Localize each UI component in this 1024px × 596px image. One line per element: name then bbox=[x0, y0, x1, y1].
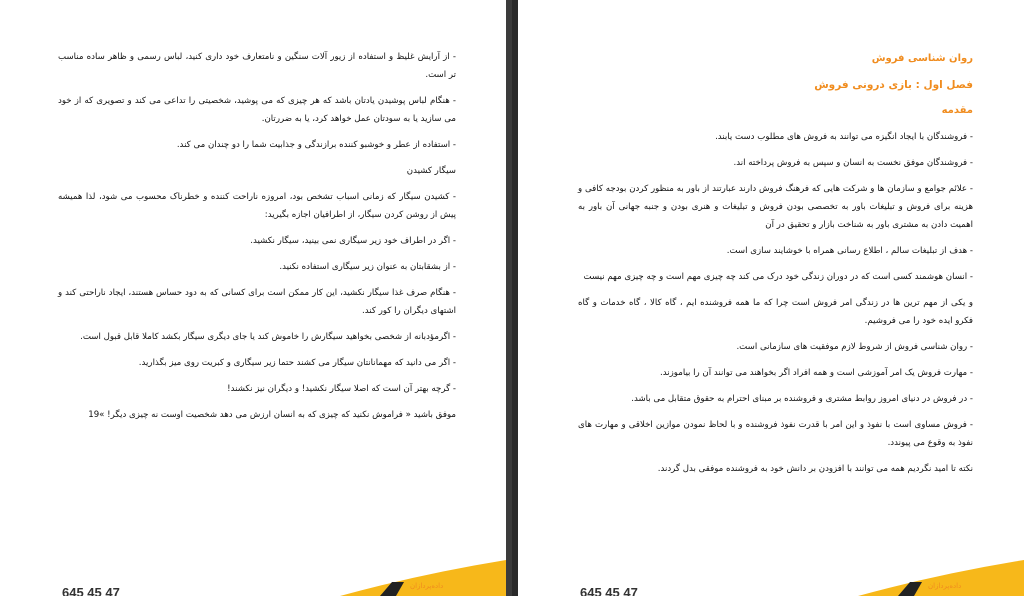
left-paragraph: - از بشقابتان به عنوان زیر سیگاری استفاده نکنید. bbox=[279, 262, 456, 272]
left-paragraph: - هنگام صرف غذا سیگار نکشید، این کار ممکن است برای کسانی که به دود حساس هستند، ایجاد ناراحتی کند و اشتهای دیگران را کور کند. bbox=[58, 288, 456, 316]
left-paragraph: - هنگام لباس پوشیدن یادتان باشد که هر چیزی که می پوشید، شخصیتی را تداعی می کند و تصویری که از خود می سازید یا به سودتان عمل خواهد کرد، یا به ضررتان. bbox=[58, 96, 456, 124]
page-title: روان شناسی فروش bbox=[871, 53, 973, 64]
footer-phone: 645 45 47 bbox=[580, 585, 638, 596]
left-page-body bbox=[58, 48, 456, 432]
right-paragraph: و یکی از مهم ترین ها در زندگی امر فروش است چرا که ما همه فروشنده ایم ، گاه کالا ، گاه خدمات و گاه فکرو ایده خود را می فروشیم. bbox=[578, 298, 973, 326]
section-heading-smoking: سیگار کشیدن bbox=[406, 166, 456, 176]
footer-decoration bbox=[0, 556, 506, 596]
right-paragraph: - هدف از تبلیغات سالم ، اطلاع رسانی همراه با خوشایند سازی است. bbox=[726, 246, 973, 256]
right-paragraph: - انسان هوشمند کسی است که در دوران زندگی خود درک می کند چه چیزی مهم است و چه چیزی مهم نیست bbox=[583, 272, 973, 282]
left-paragraph: - از آرایش غلیظ و استفاده از زیور آلات سنگین و نامتعارف خود داری کنید، لباس رسمی و ظاهر ساده مناسب تر است. bbox=[58, 52, 456, 80]
right-paragraph: - فروشندگان با ایجاد انگیزه می توانند به فروش های مطلوب دست یابند. bbox=[715, 132, 973, 142]
left-paragraph: - کشیدن سیگار که زمانی اسباب تشخص بود، امروزه ناراحت کننده و خطرناک محسوب می شود، لذا همیشه پیش از روشن کردن سیگار، از اطرافیان اجازه بگیرید: bbox=[58, 192, 456, 220]
right-paragraph: - مهارت فروش یک امر آموزشی است و همه افراد اگر بخواهند می توانند آن را بیاموزند. bbox=[660, 368, 973, 378]
footer-decoration bbox=[518, 556, 1024, 596]
document-page-left bbox=[0, 0, 506, 596]
chapter-heading: فصل اول : بازی درونی فروش bbox=[814, 79, 973, 91]
footer-brand: داده‌پردازان bbox=[410, 582, 444, 590]
left-paragraph: - اگر در اطراف خود زیر سیگاری نمی بینید، سیگار نکشید. bbox=[250, 236, 456, 246]
right-paragraph: - فروش مساوی است با نفوذ و این امر با قدرت نفوذ فروشنده و با لحاظ نمودن موازین اخلاقی و مهارت های نفوذ به وقوع می پیوندد. bbox=[578, 420, 973, 448]
right-page-body bbox=[578, 50, 973, 486]
footer-phone: 645 45 47 bbox=[62, 585, 120, 596]
intro-heading: مقدمه bbox=[941, 105, 973, 116]
left-paragraph: - گرچه بهتر آن است که اصلا سیگار نکشید! و دیگران نیز نکشند! bbox=[227, 384, 456, 394]
left-paragraph: - استفاده از عطر و خوشبو کننده برازندگی و جذابیت شما را دو چندان می کند. bbox=[176, 140, 456, 150]
right-paragraph: - علائم جوامع و سازمان ها و شرکت هایی که فرهنگ فروش دارند عبارتند از باور به منظور کردن بودجه کافی و هزینه برای فروش و تبلیغات باور به تخصصی بودن فروش و تبلیغات و هنری بودن و جنبه جهانی آن باور به اهمیت دادن به مشتری باور به شناخت بازار و تحقیق در آن bbox=[578, 184, 973, 230]
left-paragraph: - اگرمؤدبانه از شخصی بخواهید سیگارش را خاموش کند یا جای دیگری سیگار بکشد کاملا قابل قبول است. bbox=[80, 332, 456, 342]
closing-note: نکته تا امید نگردیم همه می توانند با افزودن بر دانش خود به فروشنده موفقی بدل گردند. bbox=[657, 464, 973, 474]
left-paragraph: - اگر می دانید که مهمانانتان سیگار می کشند حتما زیر سیگاری و کبریت روی میز بگذارید. bbox=[138, 358, 456, 368]
footer-brand: داده‌پردازان bbox=[928, 582, 962, 590]
right-paragraph: - روان شناسی فروش از شروط لازم موفقیت های سازمانی است. bbox=[736, 342, 973, 352]
right-paragraph: - در فروش در دنیای امروز روابط مشتری و فروشنده بر مبنای احترام به حقوق متقابل می باشد. bbox=[631, 394, 973, 404]
document-page-right bbox=[518, 0, 1024, 596]
closing-quote: موفق باشید « فراموش نکنید که چیزی که به انسان ارزش می دهد شخصیت اوست نه چیزی دیگر! »19 bbox=[88, 410, 456, 420]
right-paragraph: - فروشندگان موفق نخست به انسان و سپس به فروش پرداخته اند. bbox=[733, 158, 973, 168]
